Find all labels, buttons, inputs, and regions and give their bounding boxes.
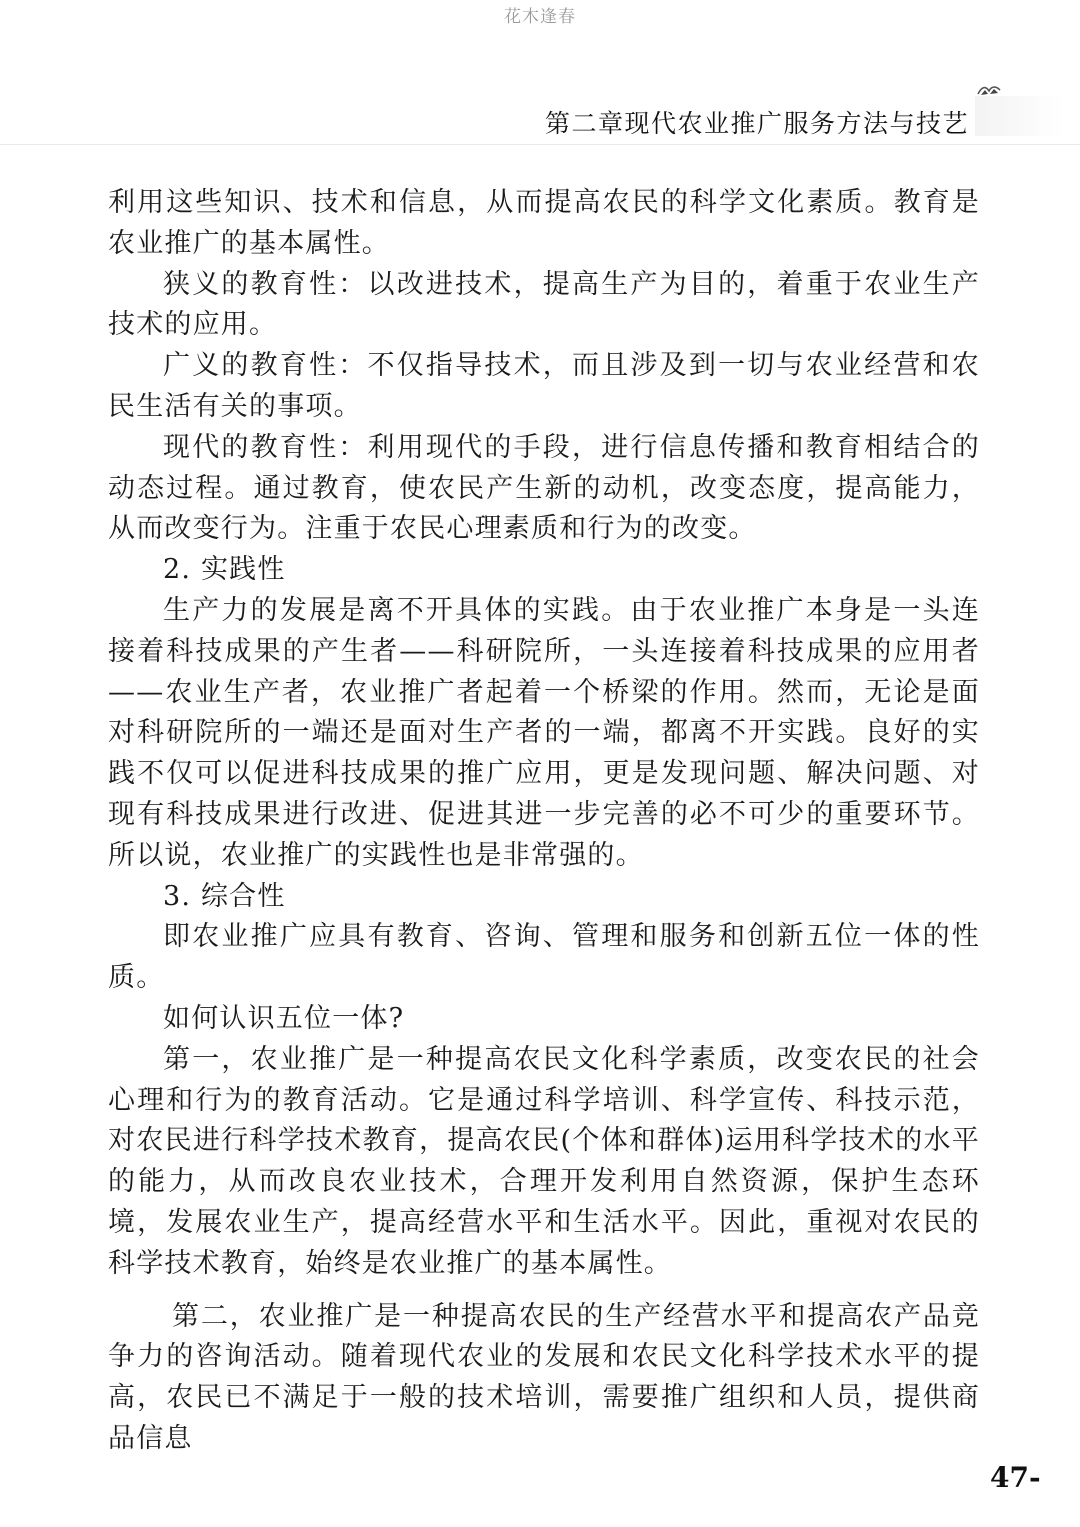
paragraph: 狭义的教育性：以改进技术，提高生产为目的，着重于农业生产技术的应用。: [108, 268, 980, 341]
paragraph: 第一，农业推广是一种提高农民文化科学素质，改变农民的社会心理和行为的教育活动。它是通过科学培训、科学宣传、科技示范，对农民进行科学技术教育，提高农民(个体和群体)运用科学技术的水平的能力，从而改良农业技术，合理开发利用自然资源，保护生态环境，发展农业生产，提高经营水平和生活水平。因此，重视对农民的科学技术教育，始终是农业推广的基本属性。: [108, 1043, 980, 1279]
paragraph: 广义的教育性：不仅指导技术，而且涉及到一切与农业经营和农民生活有关的事项。: [108, 350, 980, 422]
paragraph: 即农业推广应具有教育、咨询、管理和服务和创新五位一体的性质。: [108, 921, 980, 994]
paragraph: 第二，农业推广是一种提高农民的生产经营水平和提高农产品竞争力的咨询活动。随着现代农业的发展和农民文化科学技术水平的提高，农民已不满足于一般的技术培训，需要推广组织和人员，提供商品信息: [108, 1300, 980, 1454]
header-decoration: [975, 96, 1065, 136]
paragraph: 生产力的发展是离不开具体的实践。由于农业推广本身是一头连接着科技成果的产生者——科研院所，一头连接着科技成果的应用者——农业生产者，农业推广者起着一个桥梁的作用。然而，无论是面对科研院所的一端还是面对生产者的一端，都离不开实践。良好的实践不仅可以促进科技成果的推广应用，更是发现问题、解决问题、对现有科技成果进行改进、促进其进一步完善的必不可少的重要环节。所以说，农业推广的实践性也是非常强的。: [108, 594, 980, 871]
paragraph: 如何认识五位一体?: [163, 1002, 405, 1034]
page-body: [108, 183, 980, 1460]
watermark: 花木逢春: [504, 7, 576, 27]
paragraph: 现代的教育性：利用现代的手段，进行信息传播和教育相结合的动态过程。通过教育，使农民产生新的动机，改变态度，提高能力，从而改变行为。注重于农民心理素质和行为的改变。: [108, 431, 980, 545]
section-heading: 2. 实践性: [163, 554, 286, 586]
page-number: 47-: [990, 1461, 1041, 1494]
section-heading: 3. 综合性: [163, 880, 286, 912]
paragraph: 利用这些知识、技术和信息，从而提高农民的科学文化素质。教育是农业推广的基本属性。: [108, 187, 980, 259]
chapter-header: 第二章现代农业推广服务方法与技艺: [545, 109, 970, 138]
header-divider: [0, 144, 1080, 145]
